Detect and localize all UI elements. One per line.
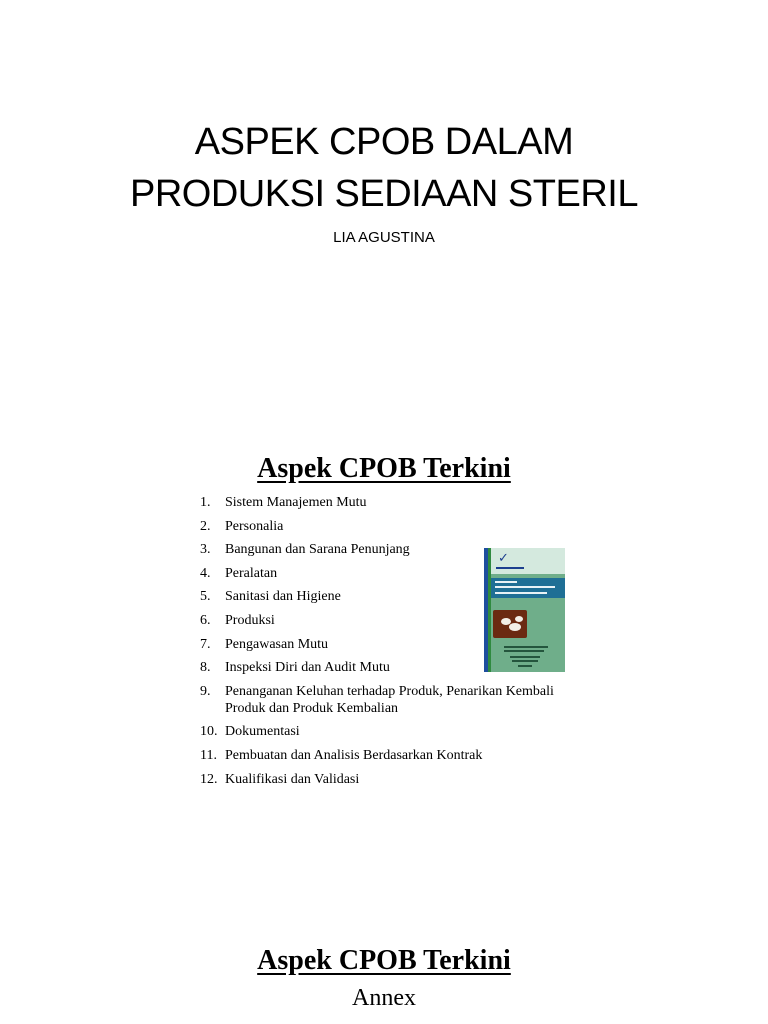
- list-item-text: Dokumentasi: [225, 724, 300, 740]
- list-item-text: Produksi: [225, 612, 275, 628]
- list-item-text: Inspeksi Diri dan Audit Mutu: [225, 660, 390, 676]
- list-item-number: 1.: [200, 495, 211, 510]
- list-item-number: 2.: [200, 518, 211, 534]
- list-item-text: Sanitasi dan Higiene: [225, 589, 341, 605]
- title-slide: [0, 0, 768, 420]
- list-item: [200, 723, 560, 740]
- list-item: [200, 683, 560, 717]
- list-item-text: Kualifikasi dan Validasi: [225, 771, 360, 787]
- list-item-number: 3.: [200, 542, 211, 558]
- list-item-number: 11.: [200, 747, 217, 763]
- check-logo-icon: ✓: [498, 551, 509, 566]
- presentation-title: [0, 116, 768, 220]
- list-item-number: 4.: [200, 565, 211, 581]
- list-item-number: 9.: [200, 683, 211, 699]
- list-item-text: Peralatan: [225, 565, 278, 581]
- book-cover-image: [484, 548, 565, 672]
- list-item: [200, 494, 560, 511]
- author-name: LIA AGUSTINA: [333, 229, 435, 246]
- list-item-text: Penanganan Keluhan terhadap Produk, Penarikan Kembali Produk dan Produk Kembalian: [225, 683, 554, 716]
- list-item: [200, 747, 560, 764]
- pills-photo: [493, 610, 527, 638]
- list-item-number: 12.: [200, 771, 218, 787]
- list-item-number: 6.: [200, 612, 211, 628]
- list-item: [200, 771, 560, 788]
- list-item-text: Bangunan dan Sarana Penunjang: [225, 542, 410, 558]
- list-item: [200, 518, 560, 535]
- slide-heading: Aspek CPOB Terkini: [257, 453, 511, 484]
- title-line-1: ASPEK CPOB DALAM: [194, 121, 574, 163]
- list-item-text: Sistem Manajemen Mutu: [225, 495, 367, 510]
- list-item-text: Pengawasan Mutu: [225, 636, 329, 652]
- slide-heading-annex: Aspek CPOB Terkini: [257, 945, 511, 976]
- title-line-2: PRODUKSI SEDIAAN STERIL: [130, 173, 638, 215]
- annex-subheading: Annex: [352, 985, 416, 1011]
- list-item-text: Pembuatan dan Analisis Berdasarkan Kontrak: [225, 747, 483, 763]
- list-item-text: Personalia: [225, 518, 284, 534]
- list-item-number: 7.: [200, 636, 211, 652]
- list-item-number: 8.: [200, 660, 211, 676]
- list-item-number: 10.: [200, 724, 218, 740]
- list-item-number: 5.: [200, 589, 211, 605]
